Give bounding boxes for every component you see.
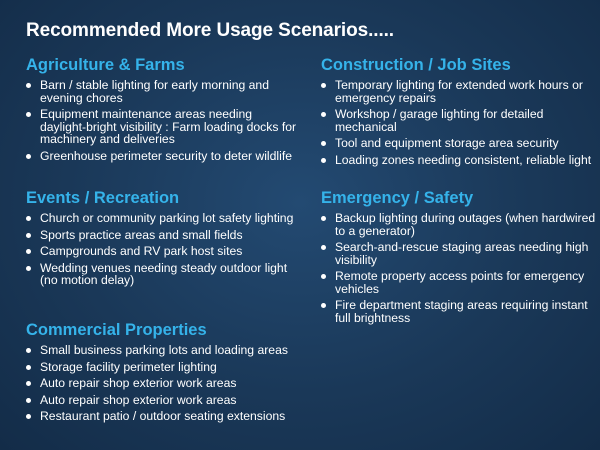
list-item [26, 377, 311, 390]
page-title: Recommended More Usage Scenarios..... [26, 20, 394, 41]
list-item-text: Campgrounds and RV park host sites [40, 244, 243, 258]
list-item [26, 212, 301, 225]
list-item-text: Wedding venues needing steady outdoor light (no motion delay) [40, 260, 288, 287]
bullet-icon [26, 112, 31, 117]
section-emergency [321, 189, 597, 328]
list-item-text: Greenhouse perimeter security to deter wildlife [40, 148, 292, 163]
list-item-text: Barn / stable lighting for early morning and evening chores [40, 78, 269, 105]
bullet-icon [321, 158, 326, 163]
list-item-text: Temporary lighting for extended work hours or emergency repairs [335, 78, 583, 105]
list-item [26, 245, 301, 258]
bullet-icon [26, 233, 31, 238]
list-item [321, 241, 597, 266]
list-item [321, 108, 597, 133]
list-item-text: Equipment maintenance areas needing daylight-bright visibility : Farm loading docks for machinery and deliveries [40, 107, 297, 146]
list-item-text: Loading zones needing consistent, reliable light [335, 152, 592, 167]
list-item [26, 229, 301, 242]
list-item-text: Church or community parking lot safety lighting [40, 211, 294, 225]
list-item [321, 154, 597, 167]
events-list [26, 212, 301, 287]
list-item-text: Backup lighting during outages (when hardwired to a generator) [335, 211, 596, 238]
list-item-text: Storage facility perimeter lighting [40, 359, 217, 374]
section-commercial [26, 321, 311, 427]
list-item [26, 262, 301, 287]
list-item [321, 137, 597, 150]
list-item-text: Tool and equipment storage area security [335, 136, 559, 150]
list-item-text: Restaurant patio / outdoor seating extensions [40, 409, 286, 423]
emergency-list [321, 212, 597, 324]
bullet-icon [321, 216, 326, 221]
list-item [26, 108, 301, 146]
bullet-icon [26, 83, 31, 88]
bullet-icon [321, 303, 326, 308]
bullet-icon [26, 216, 31, 221]
section-heading-commercial: Commercial Properties [26, 321, 207, 339]
bullet-icon [26, 266, 31, 271]
bullet-icon [26, 249, 31, 254]
section-heading-agriculture: Agriculture & Farms [26, 56, 185, 74]
list-item [26, 361, 311, 374]
bullet-icon [26, 381, 31, 386]
list-item-text: Small business parking lots and loading areas [40, 343, 288, 357]
bullet-icon [26, 398, 31, 403]
bullet-icon [26, 414, 31, 419]
list-item [321, 212, 597, 237]
bullet-icon [321, 83, 326, 88]
bullet-icon [321, 141, 326, 146]
section-heading-construction: Construction / Job Sites [321, 56, 511, 74]
list-item [26, 410, 311, 423]
bullet-icon [26, 348, 31, 353]
section-heading-events: Events / Recreation [26, 189, 180, 207]
list-item [321, 79, 597, 104]
bullet-icon [321, 245, 326, 250]
bullet-icon [321, 274, 326, 279]
commercial-list [26, 344, 311, 423]
list-item-text: Sports practice areas and small fields [40, 227, 243, 242]
list-item-text: Fire department staging areas requiring instant full brightness [335, 298, 588, 325]
list-item [321, 299, 597, 324]
agriculture-list [26, 79, 301, 162]
list-item [26, 79, 301, 104]
list-item [26, 150, 301, 163]
section-construction [321, 56, 597, 170]
section-events [26, 189, 301, 291]
section-heading-emergency: Emergency / Safety [321, 189, 474, 207]
list-item-text: Auto repair shop exterior work areas [40, 376, 237, 390]
list-item-text: Remote property access points for emergency vehicles [335, 269, 585, 296]
bullet-icon [26, 154, 31, 159]
bullet-icon [321, 112, 326, 117]
construction-list [321, 79, 597, 166]
list-item-text: Search-and-rescue staging areas needing high visibility [335, 240, 589, 267]
list-item-text: Auto repair shop exterior work areas [40, 392, 237, 407]
bullet-icon [26, 365, 31, 370]
list-item [321, 270, 597, 295]
section-agriculture [26, 56, 301, 166]
list-item [26, 344, 311, 357]
list-item-text: Workshop / garage lighting for detailed mechanical [335, 107, 544, 134]
list-item [26, 394, 311, 407]
